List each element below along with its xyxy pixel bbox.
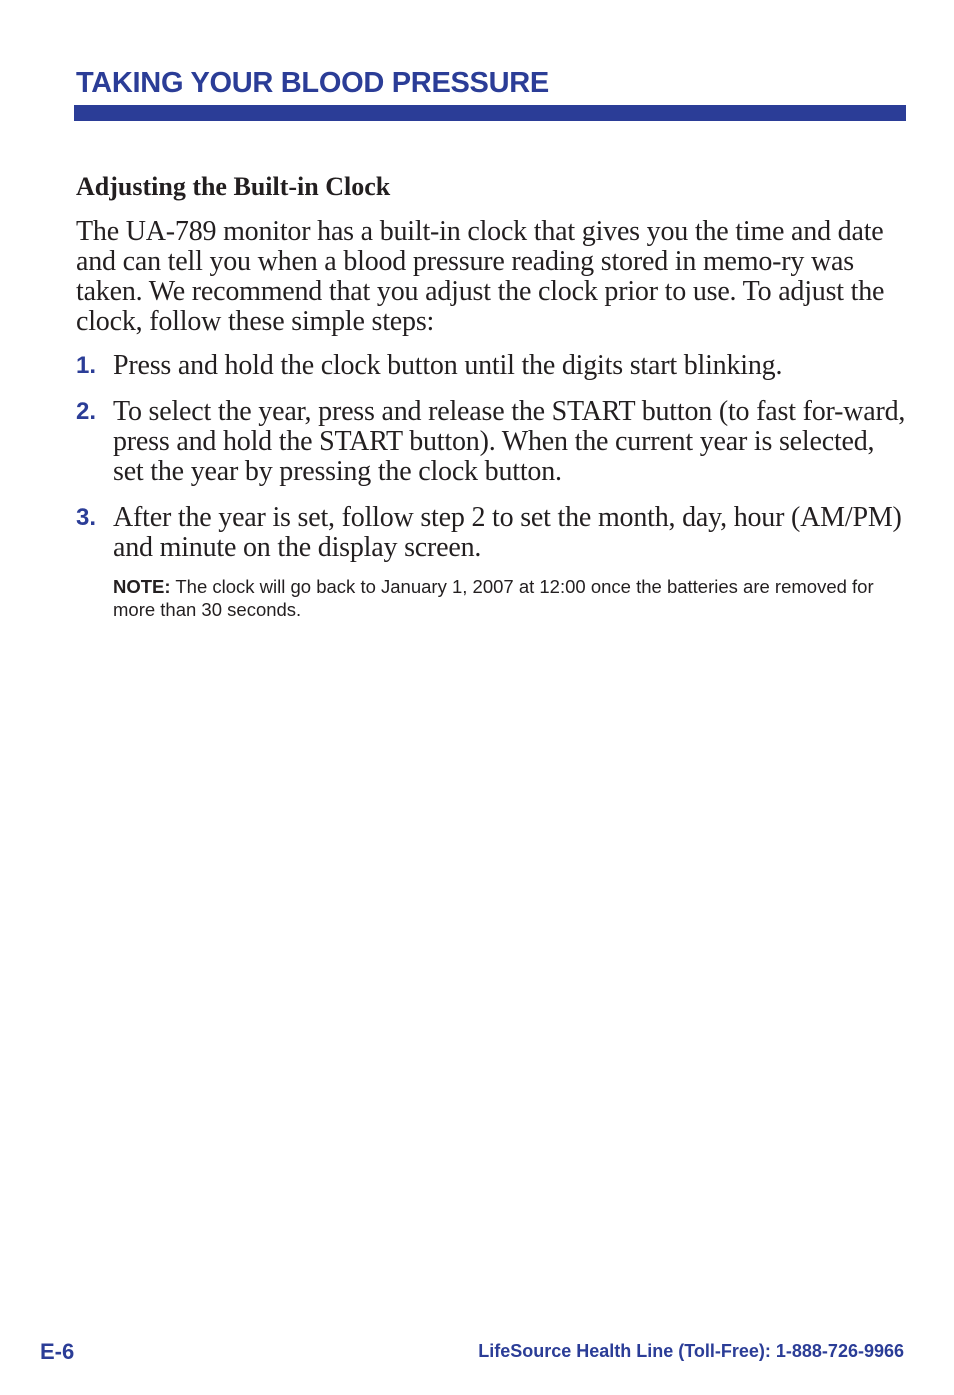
step-text: Press and hold the clock button until the digits start blinking. [113, 350, 783, 381]
step-number: 2. [76, 398, 97, 425]
step-number: 1. [76, 352, 97, 379]
page-title: TAKING YOUR BLOOD PRESSURE [76, 67, 549, 99]
step-text: To select the year, press and release the START button (to fast for-ward, press and hold the START button). When the current year is selected, set the year by pressing the clock button. [113, 396, 906, 487]
note [113, 575, 906, 621]
title-rule [74, 105, 906, 121]
intro-paragraph: The UA-789 monitor has a built-in clock that gives you the time and date and can tell you when a blood pressure reading stored in memo-ry was taken. We recommend that you adjust the clock prior to use. To adjust the clock, follow these simple steps: [76, 216, 885, 337]
steps-list [76, 351, 906, 563]
step-item [76, 503, 906, 563]
helpline-text: LifeSource Health Line (Toll-Free): 1-888-726-9966 [478, 1341, 904, 1361]
note-text: The clock will go back to January 1, 2007 at 12:00 once the batteries are removed for more than 30 seconds. [113, 576, 874, 620]
main-content [76, 168, 906, 621]
page-number: E-6 [40, 1339, 75, 1364]
section-heading: Adjusting the Built-in Clock [76, 172, 391, 201]
step-item [76, 397, 906, 487]
step-item [76, 351, 906, 381]
step-number: 3. [76, 504, 97, 531]
note-label: NOTE: [113, 576, 171, 597]
step-text: After the year is set, follow step 2 to set the month, day, hour (AM/PM) and minute on the display screen. [113, 502, 902, 563]
